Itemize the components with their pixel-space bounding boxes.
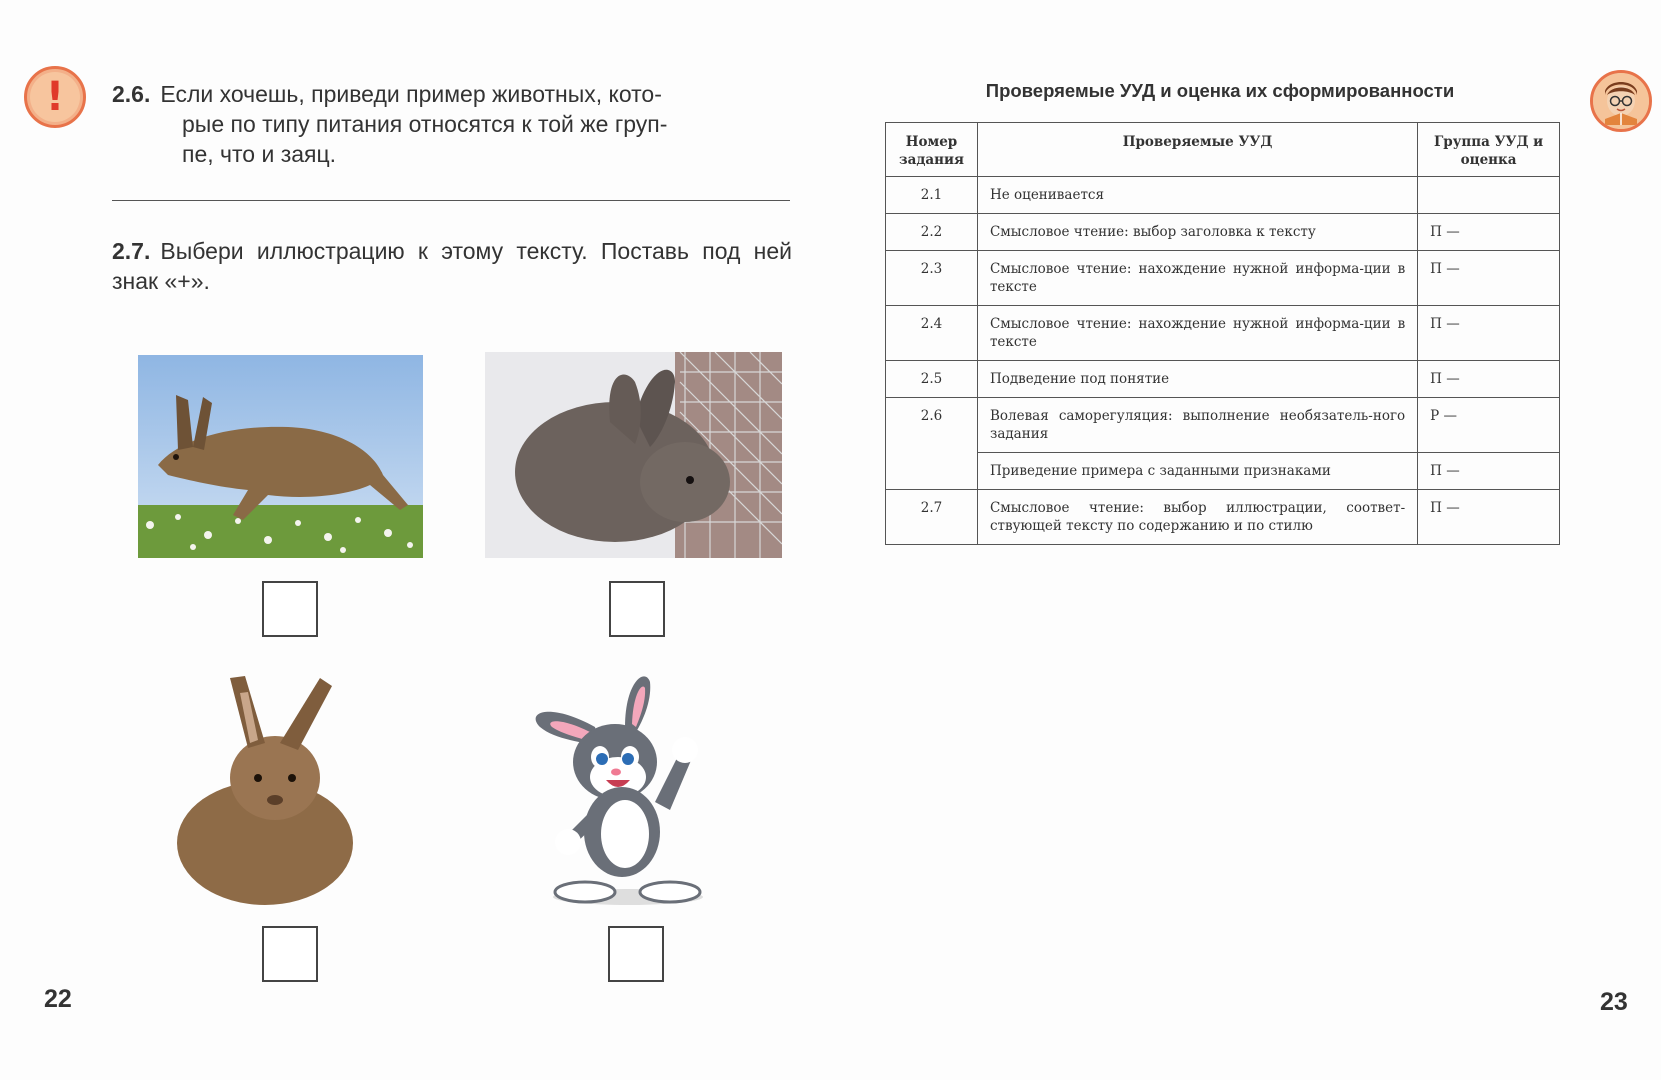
cell-task-number: 2.4 xyxy=(886,306,978,361)
rabbit-in-cage-photo xyxy=(485,352,782,558)
task-2-7 xyxy=(112,236,792,296)
answer-checkbox-4[interactable] xyxy=(608,926,664,982)
task-number: 2.6. xyxy=(112,81,151,107)
cell-uud: Смысловое чтение: нахождение нужной информа-ции в тексте xyxy=(977,251,1417,306)
table-row xyxy=(886,251,1560,306)
table-header-row xyxy=(886,123,1560,177)
cell-group: П — xyxy=(1418,361,1560,398)
page-number-right: 23 xyxy=(1600,988,1628,1016)
cell-group: П — xyxy=(1418,251,1560,306)
cell-group: П — xyxy=(1418,490,1560,545)
task-2-6 xyxy=(112,79,792,169)
cell-group: П — xyxy=(1418,214,1560,251)
cell-uud: Приведение примера с заданными признаками xyxy=(977,453,1417,490)
cell-group: П — xyxy=(1418,306,1560,361)
cell-task-number: 2.1 xyxy=(886,177,978,214)
header-uud: Проверяемые УУД xyxy=(977,123,1417,177)
cell-uud: Смысловое чтение: выбор иллюстрации, соответ-ствующей тексту по содержанию и по стилю xyxy=(977,490,1417,545)
table-row xyxy=(886,398,1560,453)
cell-task-number: 2.3 xyxy=(886,251,978,306)
task-text-line: пе, что и заяц. xyxy=(182,141,337,167)
cartoon-bunny-picture xyxy=(530,672,720,912)
cell-task-number: 2.7 xyxy=(886,490,978,545)
task-text: Выбери иллюстрацию к этому тексту. Поставь под ней знак «+». xyxy=(112,238,792,294)
cell-uud: Не оценивается xyxy=(977,177,1417,214)
hare-running-photo xyxy=(138,355,423,558)
cell-task-number: 2.5 xyxy=(886,361,978,398)
answer-checkbox-1[interactable] xyxy=(262,581,318,637)
cell-uud: Волевая саморегуляция: выполнение необязатель-ного задания xyxy=(977,398,1417,453)
exclamation-icon: ! xyxy=(24,66,86,128)
answer-checkbox-2[interactable] xyxy=(609,581,665,637)
answer-checkbox-3[interactable] xyxy=(262,926,318,982)
table-row xyxy=(886,453,1560,490)
cell-task-number: 2.6 xyxy=(886,398,978,490)
task-text-line: Если хочешь, приведи пример животных, кото- xyxy=(160,81,662,107)
cell-uud: Смысловое чтение: нахождение нужной информа-ции в тексте xyxy=(977,306,1417,361)
table-title: Проверяемые УУД и оценка их сформированности xyxy=(985,80,1455,101)
header-task-number: Номер задания xyxy=(886,123,978,177)
teacher-icon xyxy=(1590,70,1652,132)
cell-uud: Подведение под понятие xyxy=(977,361,1417,398)
uud-table xyxy=(885,122,1560,545)
cell-group: П — xyxy=(1418,453,1560,490)
task-text-line: рые по типу питания относятся к той же груп- xyxy=(182,111,668,137)
page-number-left: 22 xyxy=(44,985,72,1013)
table-row xyxy=(886,177,1560,214)
cell-uud: Смысловое чтение: выбор заголовка к тексту xyxy=(977,214,1417,251)
header-group: Группа УУД и оценка xyxy=(1418,123,1560,177)
task-number: 2.7. xyxy=(112,238,151,264)
table-row xyxy=(886,490,1560,545)
hare-sitting-photo xyxy=(170,668,360,908)
table-row xyxy=(886,361,1560,398)
table-row xyxy=(886,214,1560,251)
cell-group xyxy=(1418,177,1560,214)
table-row xyxy=(886,306,1560,361)
cell-task-number: 2.2 xyxy=(886,214,978,251)
cell-group: Р — xyxy=(1418,398,1560,453)
answer-line[interactable] xyxy=(112,200,790,201)
